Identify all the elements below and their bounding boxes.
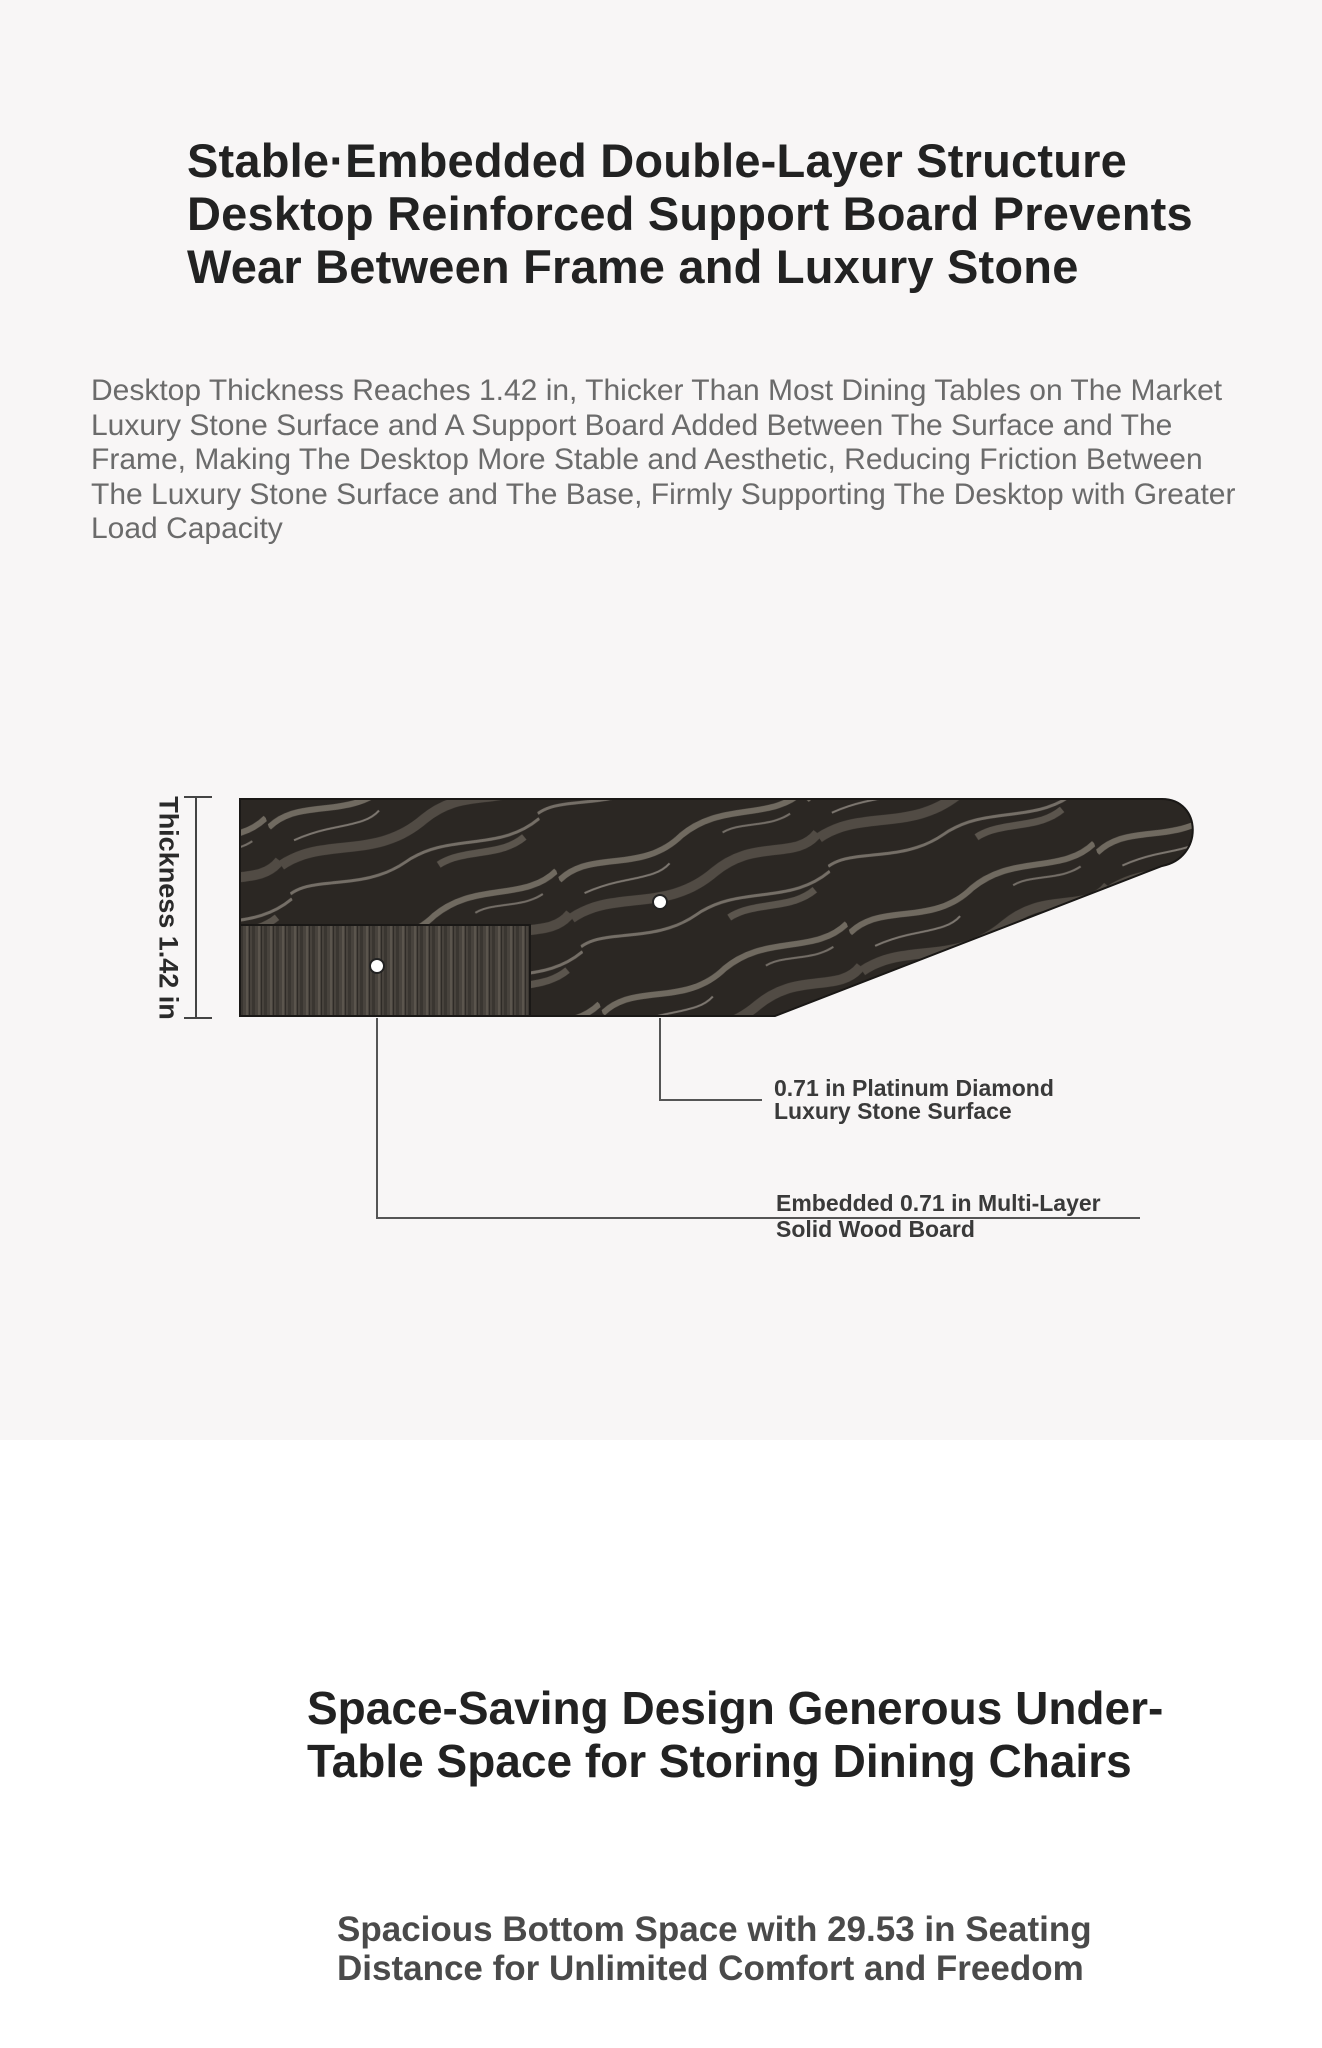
stone-callout-line2: Luxury Stone Surface [774, 1098, 1012, 1124]
thickness-label: Thickness 1.42 in [153, 796, 184, 1020]
wood-callout [776, 1190, 1101, 1242]
wood-marker-dot [370, 959, 384, 973]
stone-marker-dot [653, 895, 667, 909]
stone-callout-line1: 0.71 in Platinum Diamond [774, 1075, 1054, 1101]
wood-board-layer [240, 925, 530, 1016]
structure-description: Desktop Thickness Reaches 1.42 in, Thicker Than Most Dining Tables on The Market Luxury Stone Surface and A Support Board Added Between The Surface and The Frame, Making The Desktop More Stable and Aesthetic, Reducing Friction Between The Luxury Stone Surface and The Base, Firmly Supporting The Desktop with Greater Load Capacity [91, 374, 1236, 545]
space-title: Space-Saving Design Generous Under-Table Space for Storing Dining Chairs [307, 1682, 1164, 1787]
thickness-dimension [184, 797, 212, 1018]
wood-callout-line1: Embedded 0.71 in Multi-Layer [776, 1190, 1101, 1216]
wood-callout-line2: Solid Wood Board [776, 1216, 975, 1242]
stone-callout [774, 1077, 1054, 1123]
structure-title: Stable·Embedded Double-Layer Structure Desktop Reinforced Support Board Prevents Wear Between Frame and Luxury Stone [187, 134, 1193, 293]
cross-section-diagram [0, 760, 1322, 1260]
space-description: Spacious Bottom Space with 29.53 in Seating Distance for Unlimited Comfort and Freedom [337, 1910, 1092, 1988]
stone-leader-line [660, 1018, 762, 1100]
